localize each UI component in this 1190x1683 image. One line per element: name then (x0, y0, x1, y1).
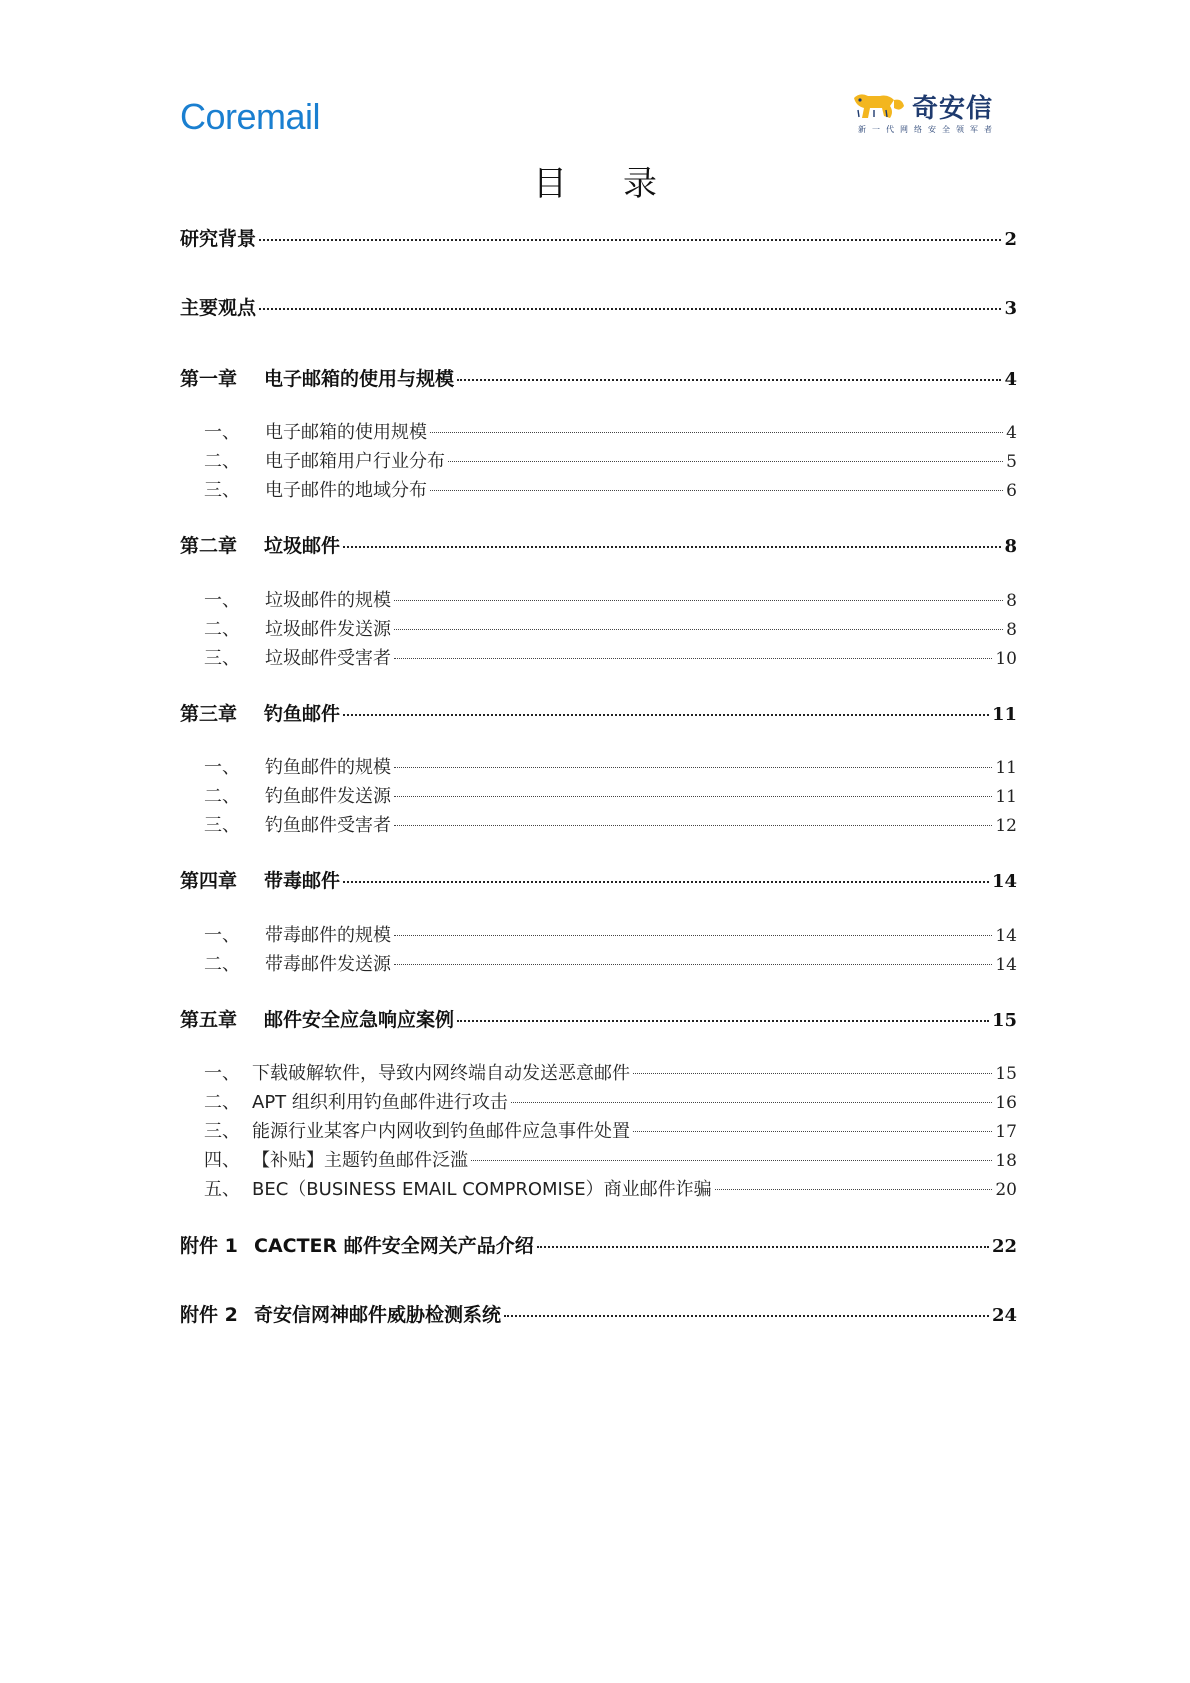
toc-dot-leader (430, 432, 1003, 433)
toc-entry-label: 钓鱼邮件的规模 (265, 757, 391, 778)
toc-chapter-entry[interactable] (180, 866, 1017, 893)
toc-dot-leader (394, 935, 992, 936)
toc-entry-label: 电子邮箱的使用规模 (265, 422, 427, 443)
toc-entry-number: 二、 (204, 786, 240, 807)
toc-entry-number: 第五章 (180, 1009, 238, 1031)
toc-page-number: 11 (991, 704, 1017, 725)
toc-page-number: 11 (995, 787, 1017, 807)
toc-entry-label: 电子邮箱用户行业分布 (265, 451, 445, 472)
toc-entry-label: 邮件安全应急响应案例 (264, 1009, 455, 1031)
toc-entry-label: 能源行业某客户内网收到钓鱼邮件应急事件处置 (252, 1121, 630, 1142)
toc-section-entry[interactable] (180, 921, 1017, 947)
toc-chapter-entry[interactable] (180, 224, 1017, 251)
toc-entry-label: 带毒邮件的规模 (265, 925, 391, 946)
toc-section-entry[interactable] (180, 1059, 1017, 1085)
toc-chapter-entry[interactable] (180, 1300, 1017, 1327)
toc-dot-leader (394, 767, 992, 768)
toc-dot-leader (633, 1073, 992, 1074)
toc-entry-number: 一、 (204, 757, 240, 778)
qianxin-logo (850, 88, 1000, 136)
toc-page-number: 14 (991, 871, 1017, 892)
toc-dot-leader (430, 490, 1003, 491)
toc-dot-leader (343, 881, 989, 883)
toc-dot-leader (537, 1246, 989, 1248)
toc-dot-leader (394, 825, 992, 826)
toc-entry-label: 带毒邮件发送源 (265, 954, 391, 975)
toc-entry-number: 第一章 (180, 368, 238, 390)
toc-page-number: 6 (1006, 481, 1017, 501)
toc-dot-leader (504, 1315, 989, 1317)
toc-entry-label: 【补贴】主题钓鱼邮件泛滥 (252, 1150, 468, 1171)
toc-entry-number: 四、 (204, 1150, 240, 1171)
toc-section-entry[interactable] (180, 447, 1017, 473)
toc-entry-number: 附件 1 (180, 1235, 238, 1257)
toc-entry-number: 三、 (204, 1121, 240, 1142)
toc-entry-label: BEC（BUSINESS EMAIL COMPROMISE）商业邮件诈骗 (252, 1179, 712, 1200)
toc-section-entry[interactable] (180, 1146, 1017, 1172)
toc-page-number: 8 (1006, 591, 1017, 611)
toc-entry-label: 钓鱼邮件 (264, 703, 341, 725)
toc-page-number: 8 (1006, 620, 1017, 640)
toc-entry-label: 钓鱼邮件发送源 (265, 786, 391, 807)
qianxin-name: 奇安信 (912, 94, 994, 124)
toc-section-entry[interactable] (180, 644, 1017, 670)
toc-dot-leader (471, 1160, 992, 1161)
toc-dot-leader (448, 461, 1003, 462)
toc-dot-leader (457, 1020, 989, 1022)
toc-dot-leader (259, 308, 1001, 310)
toc-section-entry[interactable] (180, 1088, 1017, 1114)
toc-dot-leader (343, 546, 1001, 548)
toc-entry-number: 三、 (204, 480, 240, 501)
toc-section-entry[interactable] (180, 615, 1017, 641)
toc-chapter-entry[interactable] (180, 1005, 1017, 1032)
toc-page-number: 12 (995, 816, 1017, 836)
toc-entry-number: 五、 (204, 1179, 240, 1200)
toc-page-number: 15 (991, 1010, 1017, 1031)
qianxin-mascot-icon (850, 90, 906, 122)
toc-entry-number: 附件 2 (180, 1304, 238, 1326)
toc-entry-number: 第三章 (180, 703, 238, 725)
toc-chapter-entry[interactable] (180, 1231, 1017, 1258)
toc-dot-leader (394, 600, 1003, 601)
toc-page-number: 11 (995, 758, 1017, 778)
toc-page-number: 8 (1004, 536, 1017, 557)
toc-entry-number: 一、 (204, 1063, 240, 1084)
toc-section-entry[interactable] (180, 1117, 1017, 1143)
toc-section-entry[interactable] (180, 950, 1017, 976)
toc-entry-label: 电子邮箱的使用与规模 (264, 368, 455, 390)
toc-dot-leader (394, 796, 992, 797)
toc-page-number: 18 (995, 1151, 1017, 1171)
toc-page-number: 14 (995, 955, 1017, 975)
toc-entry-number: 二、 (204, 954, 240, 975)
toc-entry-label: CACTER 邮件安全网关产品介绍 (254, 1235, 534, 1257)
toc-section-entry[interactable] (180, 811, 1017, 837)
toc-chapter-entry[interactable] (180, 531, 1017, 558)
qianxin-slogan: 新一代网络安全领军者 (858, 125, 998, 134)
toc-entry-label: APT 组织利用钓鱼邮件进行攻击 (252, 1092, 508, 1113)
toc-dot-leader (715, 1189, 993, 1190)
toc-dot-leader (633, 1131, 992, 1132)
toc-dot-leader (394, 658, 992, 659)
toc-entry-label: 钓鱼邮件受害者 (265, 815, 391, 836)
toc-section-entry[interactable] (180, 586, 1017, 612)
toc-page-number: 24 (991, 1305, 1017, 1326)
toc-page-number: 3 (1004, 298, 1017, 319)
toc-section-entry[interactable] (180, 782, 1017, 808)
toc-entry-number: 一、 (204, 925, 240, 946)
toc-dot-leader (457, 379, 1001, 381)
toc-section-entry[interactable] (180, 418, 1017, 444)
toc-entry-number: 二、 (204, 1092, 240, 1113)
toc-page-number: 15 (995, 1064, 1017, 1084)
toc-entry-label: 垃圾邮件 (264, 535, 341, 557)
toc-entry-number: 三、 (204, 815, 240, 836)
toc-dot-leader (259, 239, 1001, 241)
toc-entry-label: 电子邮件的地域分布 (265, 480, 427, 501)
toc-entry-label: 带毒邮件 (264, 870, 341, 892)
toc-section-entry[interactable] (180, 753, 1017, 779)
toc-section-entry[interactable] (180, 1175, 1017, 1201)
page-title: 目录 (533, 164, 713, 204)
toc-chapter-entry[interactable] (180, 364, 1017, 391)
toc-dot-leader (511, 1102, 992, 1103)
toc-page-number: 10 (995, 649, 1017, 669)
page-header (0, 0, 1190, 140)
toc-page-number: 4 (1004, 369, 1017, 390)
toc-page-number: 17 (995, 1122, 1017, 1142)
toc-entry-number: 二、 (204, 451, 240, 472)
toc-entry-label: 垃圾邮件的规模 (265, 590, 391, 611)
toc-entry-number: 第四章 (180, 870, 238, 892)
toc-page-number: 20 (995, 1180, 1017, 1200)
toc-page-number: 2 (1004, 229, 1017, 250)
toc-entry-label: 研究背景 (180, 228, 257, 250)
toc-entry-number: 一、 (204, 422, 240, 443)
toc-entry-label: 垃圾邮件受害者 (265, 648, 391, 669)
toc-entry-label: 主要观点 (180, 297, 257, 319)
toc-entry-label: 下载破解软件，导致内网终端自动发送恶意邮件 (252, 1063, 630, 1084)
toc-dot-leader (394, 964, 992, 965)
toc-section-entry[interactable] (180, 476, 1017, 502)
toc-entry-number: 第二章 (180, 535, 238, 557)
toc-entry-label: 奇安信网神邮件威胁检测系统 (254, 1304, 502, 1326)
toc-entry-number: 三、 (204, 648, 240, 669)
toc-entry-label: 垃圾邮件发送源 (265, 619, 391, 640)
toc-page-number: 16 (995, 1093, 1017, 1113)
toc-entry-number: 二、 (204, 619, 240, 640)
toc-page-number: 5 (1006, 452, 1017, 472)
toc-dot-leader (394, 629, 1003, 630)
toc-page-number: 14 (995, 926, 1017, 946)
coremail-logo: Coremail (180, 96, 321, 137)
toc-chapter-entry[interactable] (180, 293, 1017, 320)
toc-page-number: 22 (991, 1236, 1017, 1257)
toc-dot-leader (343, 714, 989, 716)
toc-page-number: 4 (1006, 423, 1017, 443)
toc-entry-number: 一、 (204, 590, 240, 611)
toc-chapter-entry[interactable] (180, 699, 1017, 726)
